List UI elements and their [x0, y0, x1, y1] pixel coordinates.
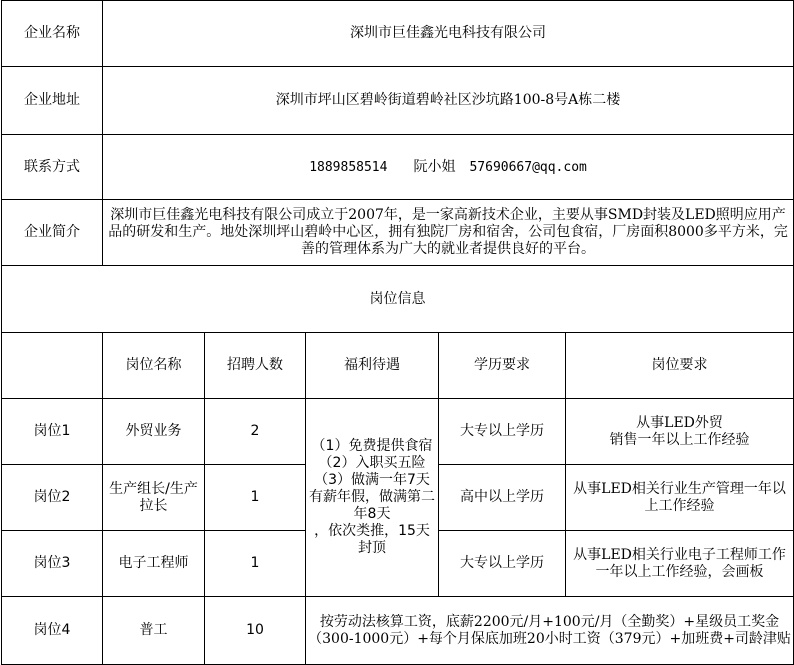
intro-row [2, 200, 794, 266]
job-count: 2 [205, 399, 306, 465]
intro-label: 企业简介 [2, 200, 103, 266]
header-welfare: 福利待遇 [306, 333, 439, 399]
job-count: 10 [205, 597, 306, 665]
job-label: 岗位2 [2, 465, 103, 531]
header-education: 学历要求 [439, 333, 566, 399]
job-row-1 [2, 399, 794, 465]
company-address-text: 深圳市坪山区碧岭街道碧岭社区沙坑路100-8号A栋二楼 [275, 92, 621, 108]
company-address-row [2, 67, 794, 135]
jobs-section-title: 岗位信息 [2, 266, 794, 333]
jobs-title-row [2, 266, 794, 333]
contact-info [103, 135, 794, 200]
contact-person: 阮小姐 [413, 158, 456, 175]
header-job-name: 岗位名称 [103, 333, 205, 399]
job-education: 高中以上学历 [439, 465, 566, 531]
job-row-4 [2, 597, 794, 665]
job-name: 生产组长/生产拉长 [103, 465, 205, 531]
company-address [103, 67, 794, 135]
contact-email: 57690667@qq.com [469, 159, 587, 175]
shared-welfare: （1）免费提供食宿 （2）入职买五险 （3）做满一年7天有薪年假，做满第二年8天 ，依次类推，15天封顶 [306, 399, 439, 597]
jobs-header-row [2, 333, 794, 399]
contact-row [2, 135, 794, 200]
company-address-label: 企业地址 [2, 67, 103, 135]
contact-label: 联系方式 [2, 135, 103, 200]
header-count: 招聘人数 [205, 333, 306, 399]
job-count: 1 [205, 531, 306, 597]
job-education: 大专以上学历 [439, 531, 566, 597]
job-count: 1 [205, 465, 306, 531]
job-requirement: 从事LED相关行业电子工程师工作一年以上工作经验，会画板 [566, 531, 794, 597]
company-intro: 深圳市巨佳鑫光电科技有限公司成立于2007年，是一家高新技术企业，主要从事SMD封装及LED照明应用产品的研发和生产。地处深圳坪山碧岭中心区，拥有独院厂房和宿舍，公司包食宿，厂房面积8000多平方米，完善的管理体系为广大的就业者提供良好的平台。 [103, 200, 794, 266]
job-requirement: 从事LED相关行业生产管理一年以上工作经验 [566, 465, 794, 531]
company-name-label: 企业名称 [2, 1, 103, 67]
company-name: 深圳市巨佳鑫光电科技有限公司 [103, 1, 794, 67]
job-name: 电子工程师 [103, 531, 205, 597]
job-name: 外贸业务 [103, 399, 205, 465]
recruitment-table [1, 0, 794, 665]
company-name-row [2, 1, 794, 67]
job-label: 岗位4 [2, 597, 103, 665]
job-label: 岗位3 [2, 531, 103, 597]
job-education: 大专以上学历 [439, 399, 566, 465]
contact-phone: 1889858514 [309, 159, 388, 175]
header-requirement: 岗位要求 [566, 333, 794, 399]
job-name: 普工 [103, 597, 205, 665]
job-label: 岗位1 [2, 399, 103, 465]
job-welfare-requirement: 按劳动法核算工资，底薪2200元/月+100元/月（全勤奖）+星级员工奖金（300-1000元）+每个月保底加班20小时工资（379元）+加班费+司龄津贴 [306, 597, 794, 665]
header-blank [2, 333, 103, 399]
job-requirement: 从事LED外贸 销售一年以上工作经验 [566, 399, 794, 465]
